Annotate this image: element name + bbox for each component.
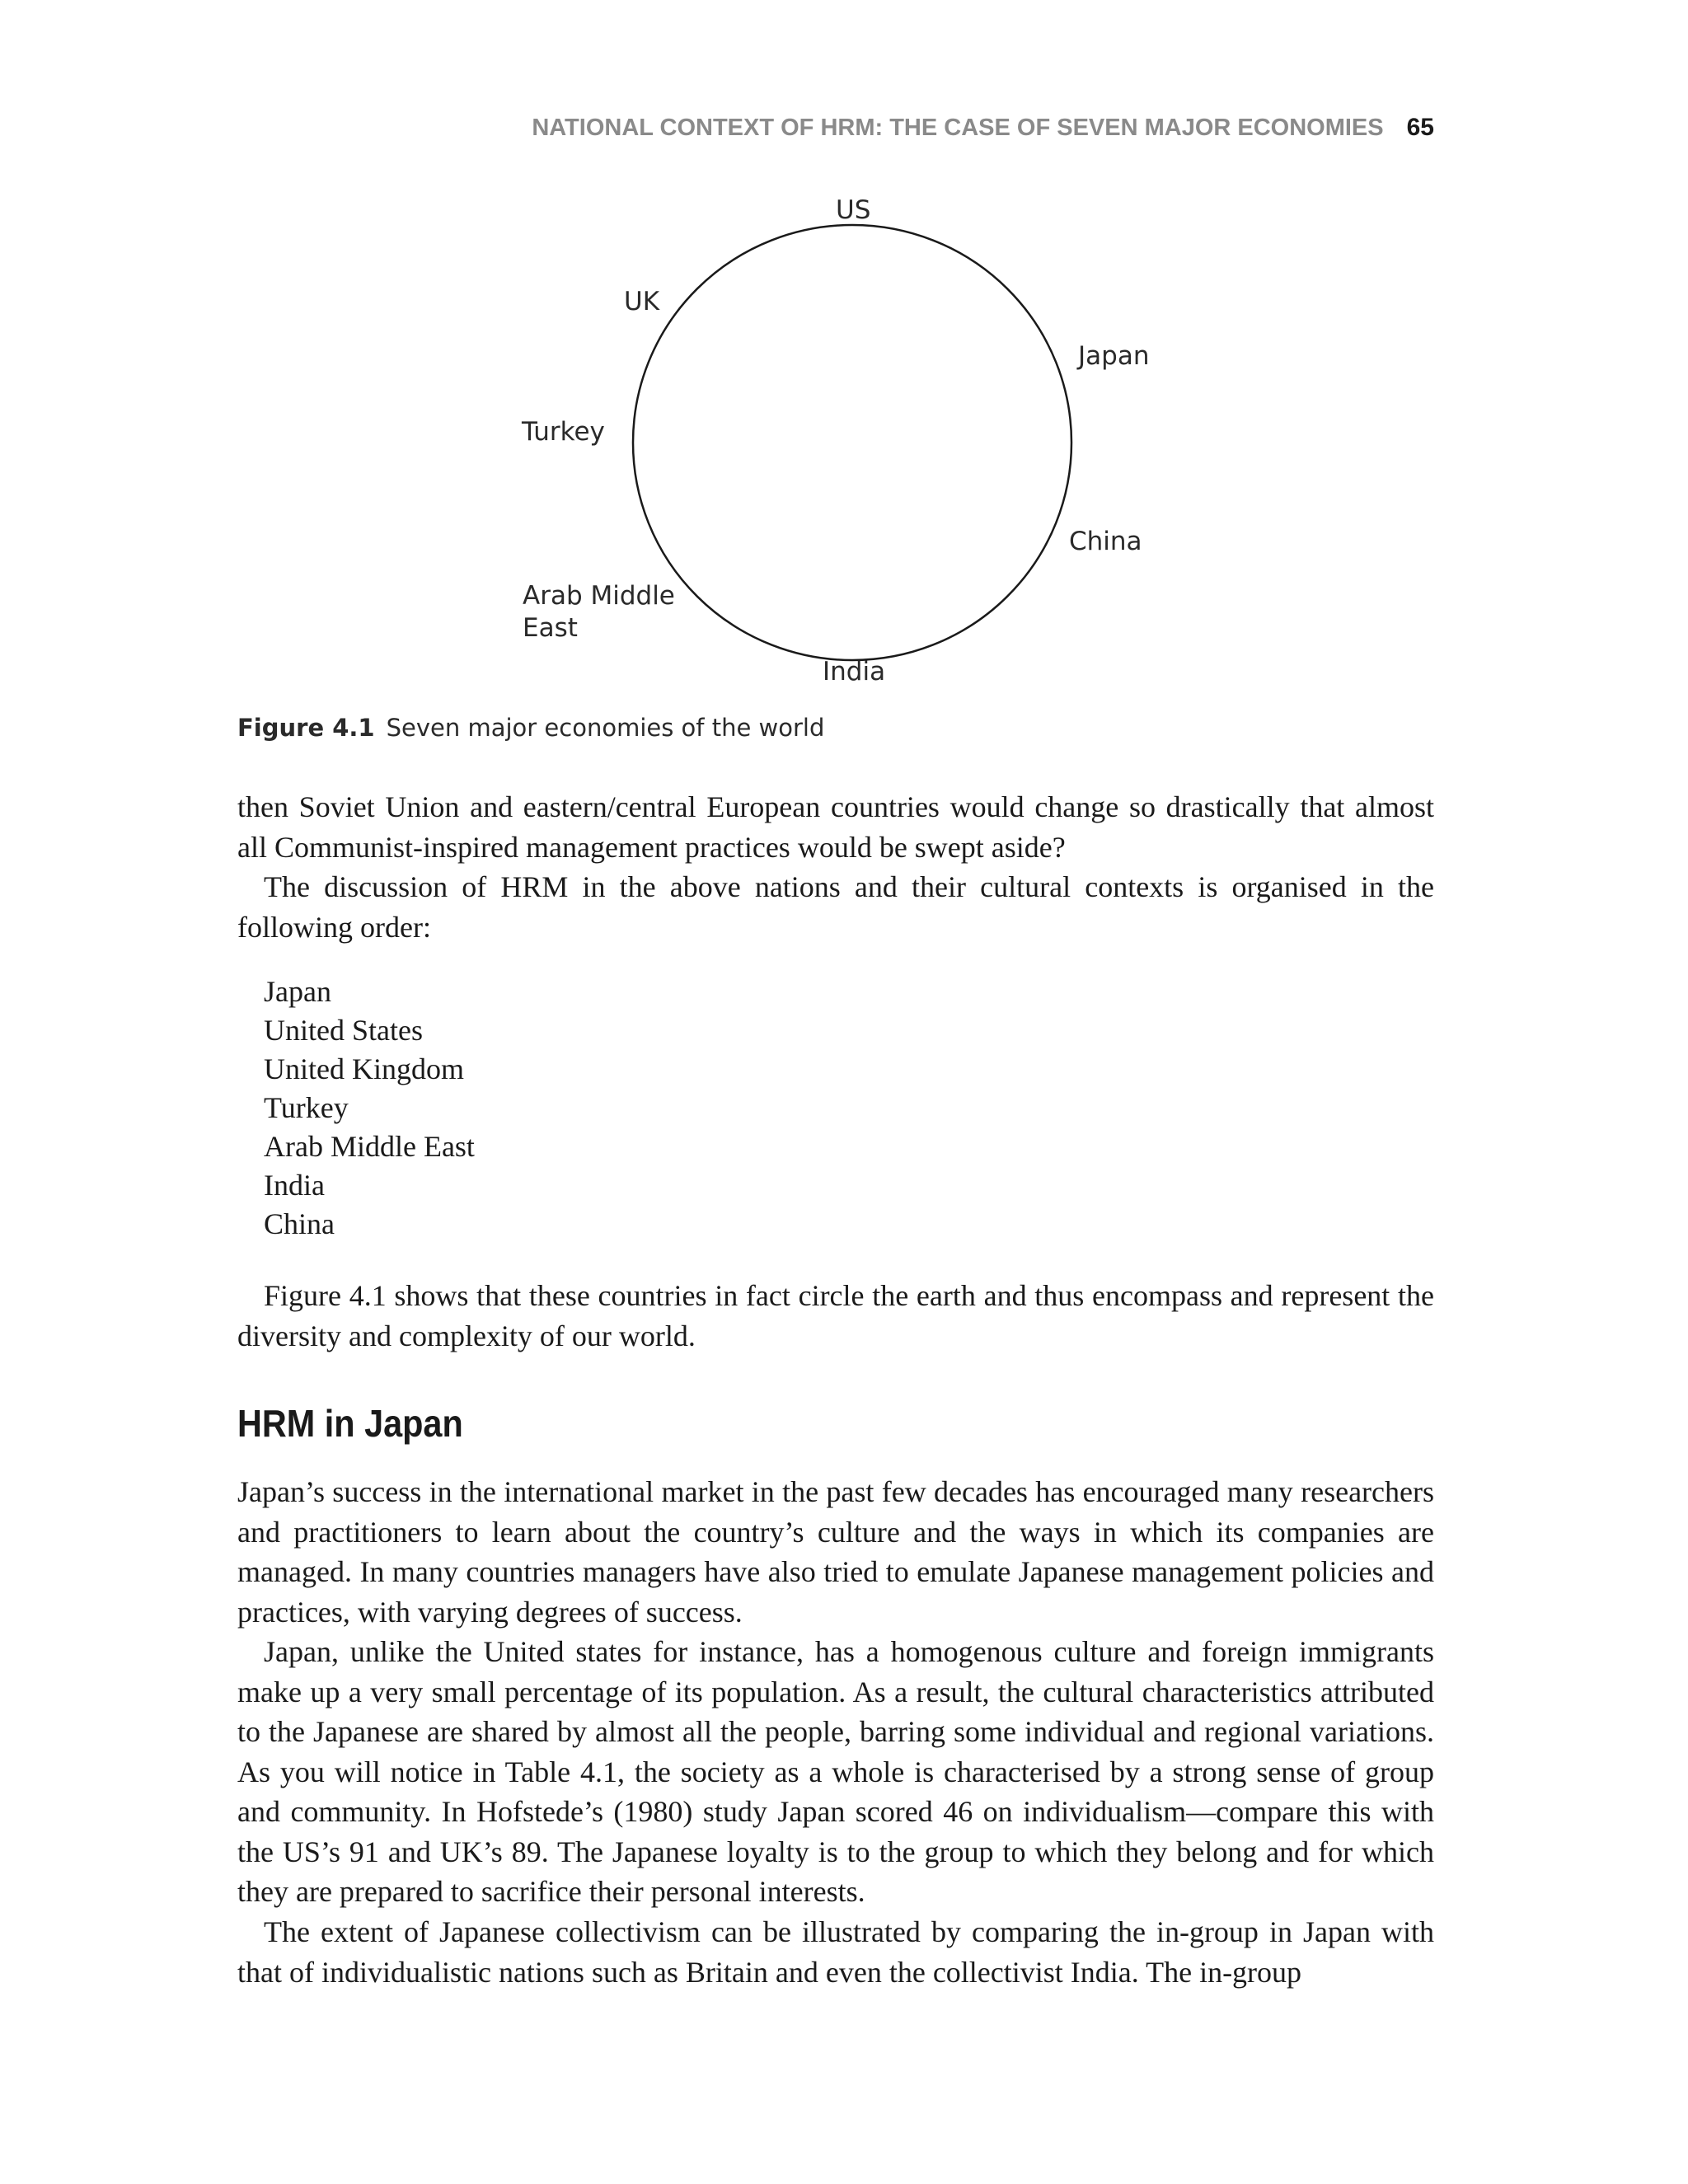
world-circle <box>633 225 1071 660</box>
paragraph-6: The extent of Japanese collectivism can be illustrated by comparing the in-group in Japan with that of individualistic nations such as Britain and even the collectivist India. The in-group <box>237 1915 1434 1989</box>
label-arab-middle-east <box>523 580 675 644</box>
list-item: China <box>264 1207 335 1240</box>
paragraph-3: Figure 4.1 shows that these countries in fact circle the earth and thus encompass and represent the diversity and complexity of our world. <box>237 1279 1434 1352</box>
figure-caption-number: Figure 4.1 <box>237 714 375 742</box>
figure-circle-diagram <box>0 0 1688 717</box>
country-list <box>264 972 475 1244</box>
list-item: Turkey <box>264 1091 349 1124</box>
label-japan: Japan <box>1078 341 1150 371</box>
list-item: Arab Middle East <box>264 1130 475 1163</box>
page-number: 65 <box>1406 114 1434 141</box>
label-arab-middle-east-line1: Arab Middle <box>523 581 675 611</box>
figure-caption <box>237 714 824 742</box>
paragraph-2: The discussion of HRM in the above nations and their cultural contexts is organised in the following order: <box>237 870 1434 944</box>
figure-caption-text: Seven major economies of the world <box>386 714 825 742</box>
list-item: United Kingdom <box>264 1052 464 1085</box>
paragraph-4: Japan’s success in the international market in the past few decades has encouraged many researchers and practitioners to learn about the country’s culture and the ways in which its companies are managed. In many countries managers have also tried to emulate Japanese management policies and practices, with varying degrees of success. <box>237 1475 1434 1629</box>
section-heading: HRM in Japan <box>237 1402 463 1445</box>
list-item: United States <box>264 1014 423 1047</box>
paragraph-1: then Soviet Union and eastern/central European countries would change so drastically that almost all Communist-inspired management practices would be swept aside? <box>237 790 1434 864</box>
list-item: Japan <box>264 975 331 1008</box>
label-india: India <box>823 657 886 687</box>
running-head-title: NATIONAL CONTEXT OF HRM: THE CASE OF SEVEN MAJOR ECONOMIES <box>532 115 1384 141</box>
list-item: India <box>264 1169 325 1202</box>
label-us: US <box>836 195 871 225</box>
figure-4-1 <box>0 0 1688 717</box>
label-china: China <box>1069 527 1142 556</box>
label-turkey: Turkey <box>522 417 605 447</box>
label-arab-middle-east-line2: East <box>523 613 578 643</box>
paragraph-5: Japan, unlike the United states for instance, has a homogenous culture and foreign immigrants make up a very small percentage of its population. As a result, the cultural characteristics attributed to the Japanese are shared by almost all the people, barring some individual and regional variations. As you will notice in Table 4.1, the society as a whole is characterised by a strong sense of group and community. In Hofstede’s (1980) study Japan scored 46 on individualism—compare this with the US’s 91 and UK’s 89. The Japanese loyalty is to the group to which they belong and for which they are prepared to sacrifice their personal interests. <box>237 1635 1434 1908</box>
label-uk: UK <box>624 287 660 316</box>
